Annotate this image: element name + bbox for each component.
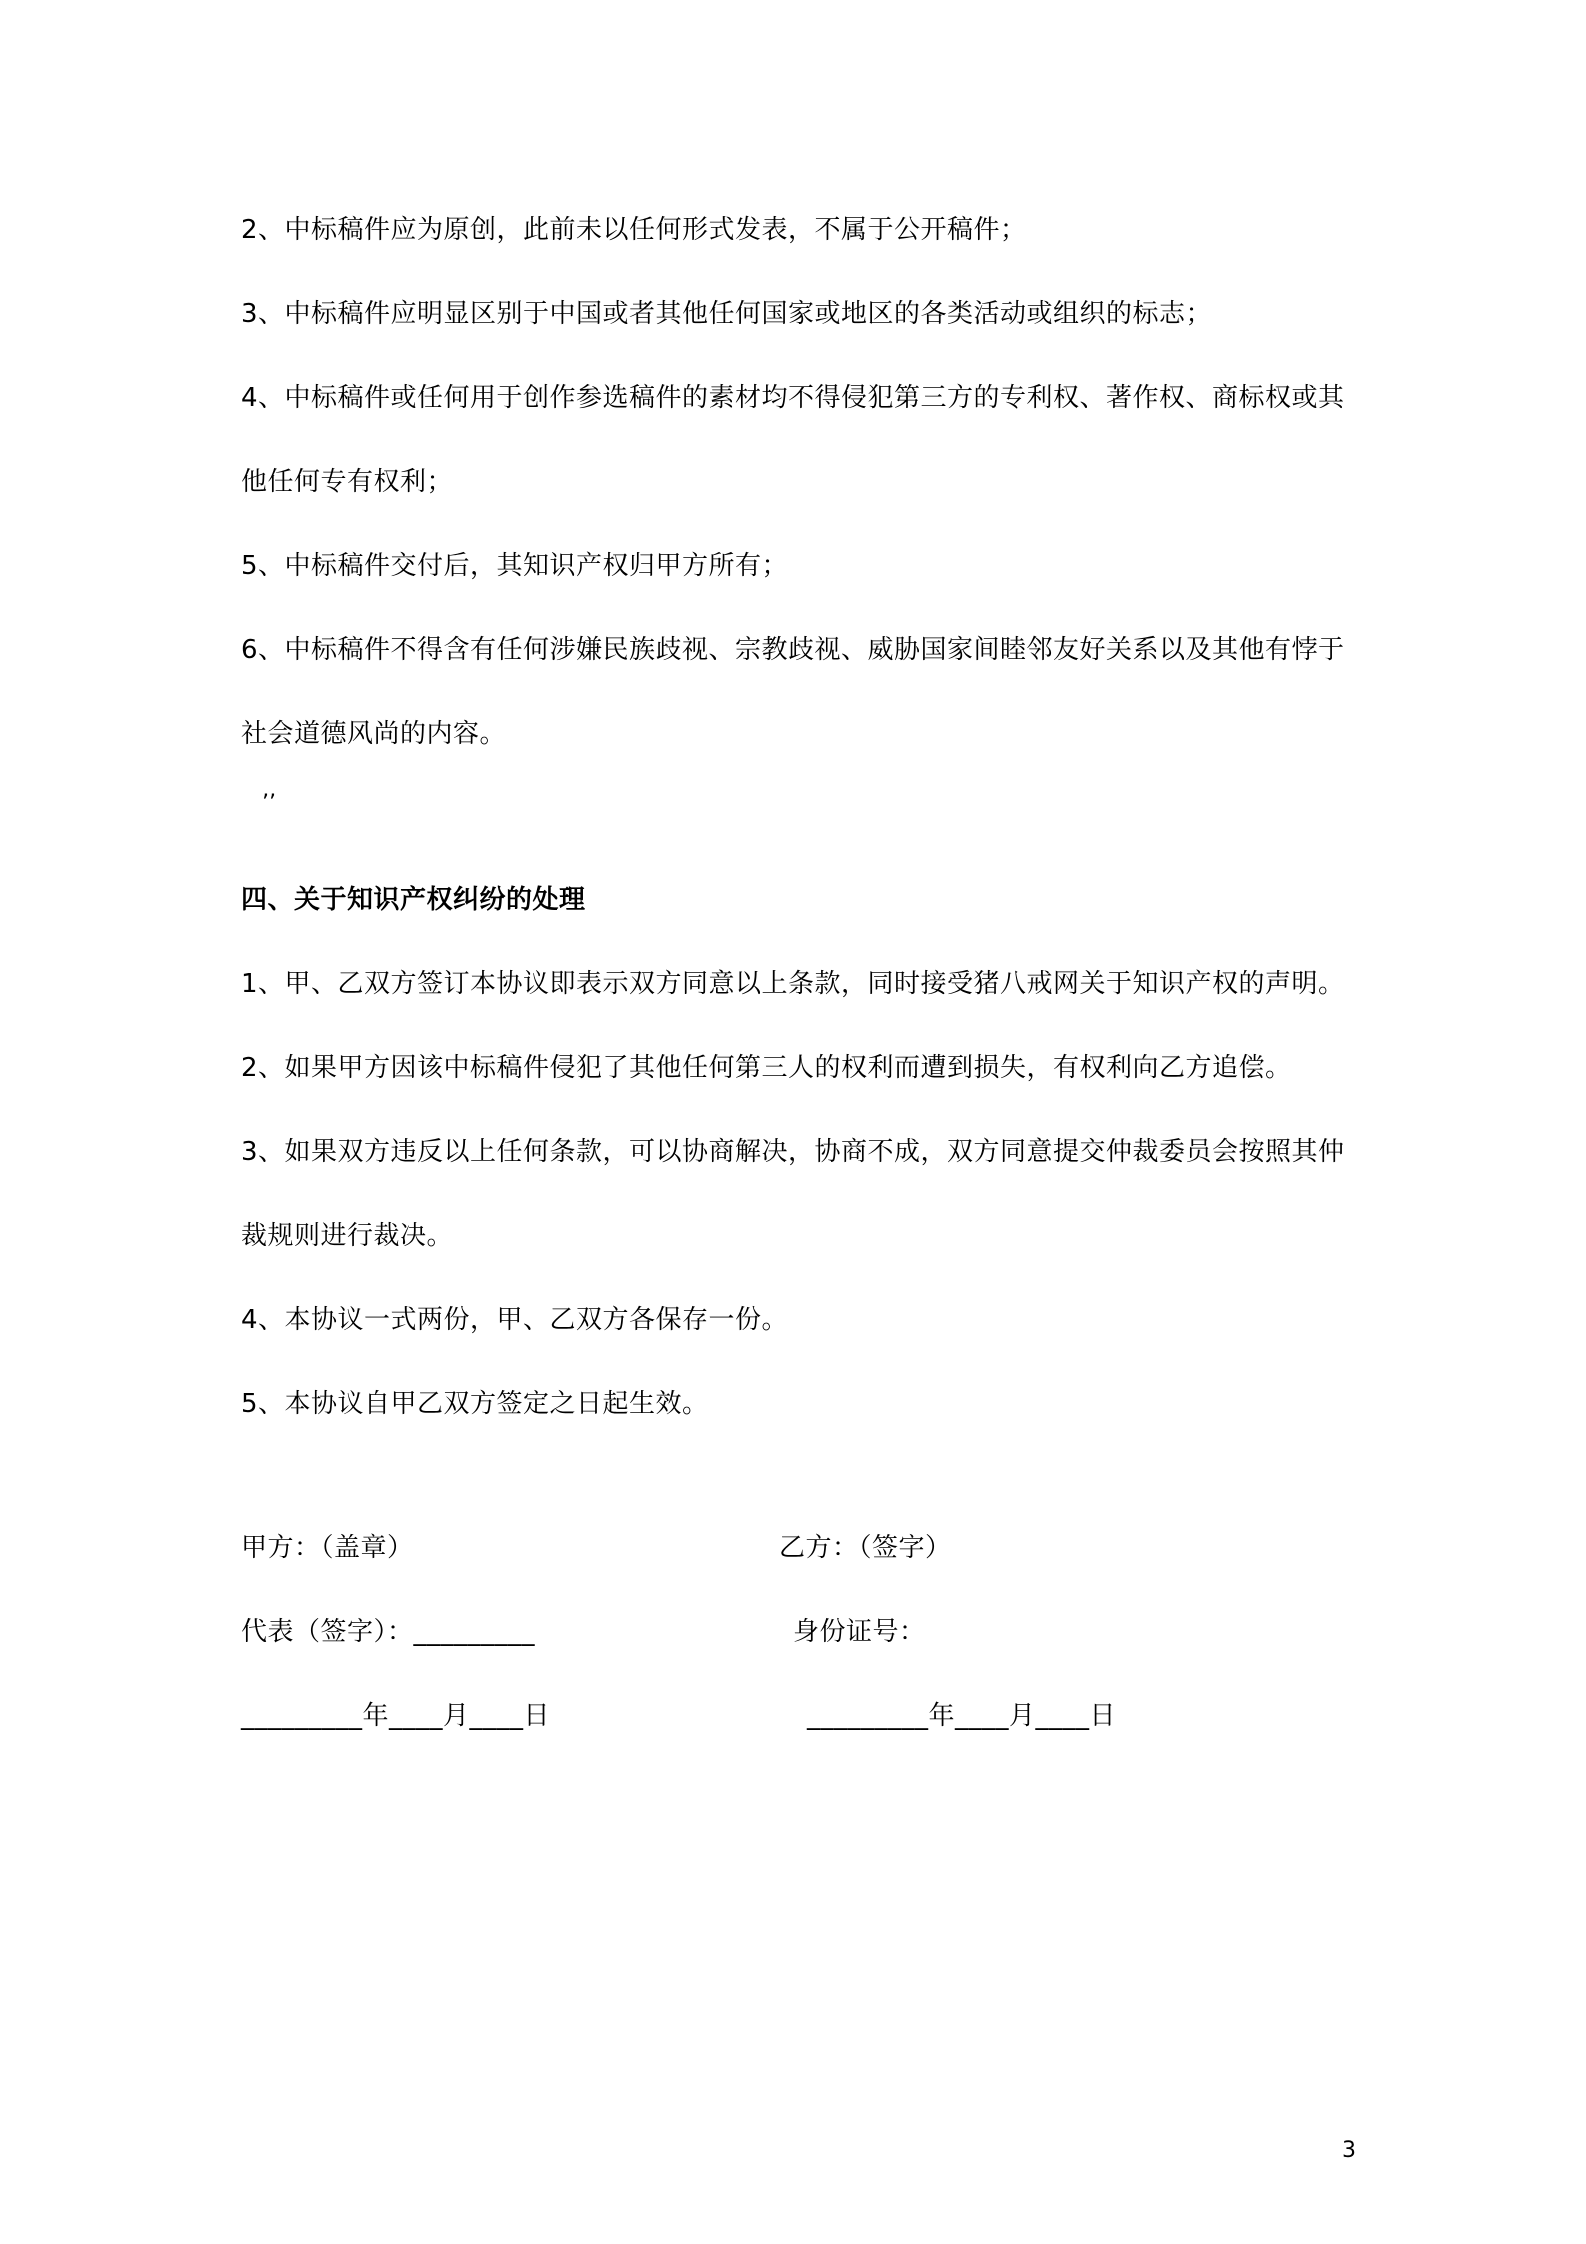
representative-signature-field: 代表（签字）：_________ bbox=[241, 1617, 536, 1647]
section-4-heading: 四、关于知识产权纠纷的处理 bbox=[241, 885, 586, 915]
date-field-party-a: _________年____月____日 bbox=[241, 1701, 551, 1731]
party-a-label: 甲方：（盖章） bbox=[241, 1533, 414, 1563]
clause-3-4-line-2: 他任何专有权利； bbox=[241, 467, 454, 497]
clause-4-3-line-2: 裁规则进行裁决。 bbox=[241, 1221, 454, 1251]
id-number-label: 身份证号： bbox=[793, 1617, 926, 1647]
clause-3-2: 2、中标稿件应为原创，此前未以任何形式发表，不属于公开稿件； bbox=[241, 215, 1027, 245]
stray-quote-mark: ’’ bbox=[262, 791, 276, 816]
clause-3-5: 5、中标稿件交付后，其知识产权归甲方所有； bbox=[241, 551, 789, 581]
clause-4-5: 5、本协议自甲乙双方签定之日起生效。 bbox=[241, 1389, 709, 1419]
page-number: 3 bbox=[1342, 2138, 1356, 2163]
party-b-label: 乙方：（签字） bbox=[779, 1533, 952, 1563]
clause-4-1: 1、甲、乙双方签订本协议即表示双方同意以上条款，同时接受猪八戒网关于知识产权的声明。 bbox=[241, 969, 1345, 999]
clause-4-4: 4、本协议一式两份，甲、乙双方各保存一份。 bbox=[241, 1305, 789, 1335]
clause-4-3-line-1: 3、如果双方违反以上任何条款，可以协商解决，协商不成，双方同意提交仲裁委员会按照其仲 bbox=[241, 1137, 1345, 1167]
clause-3-6-line-1: 6、中标稿件不得含有任何涉嫌民族歧视、宗教歧视、威胁国家间睦邻友好关系以及其他有悖于 bbox=[241, 635, 1345, 665]
clause-3-3: 3、中标稿件应明显区别于中国或者其他任何国家或地区的各类活动或组织的标志； bbox=[241, 299, 1213, 329]
date-field-party-b: _________年____月____日 bbox=[807, 1701, 1117, 1731]
clause-4-2: 2、如果甲方因该中标稿件侵犯了其他任何第三人的权利而遭到损失，有权利向乙方追偿。 bbox=[241, 1053, 1292, 1083]
clause-3-6-line-2: 社会道德风尚的内容。 bbox=[241, 719, 507, 749]
clause-3-4-line-1: 4、中标稿件或任何用于创作参选稿件的素材均不得侵犯第三方的专利权、著作权、商标权或其 bbox=[241, 383, 1345, 413]
